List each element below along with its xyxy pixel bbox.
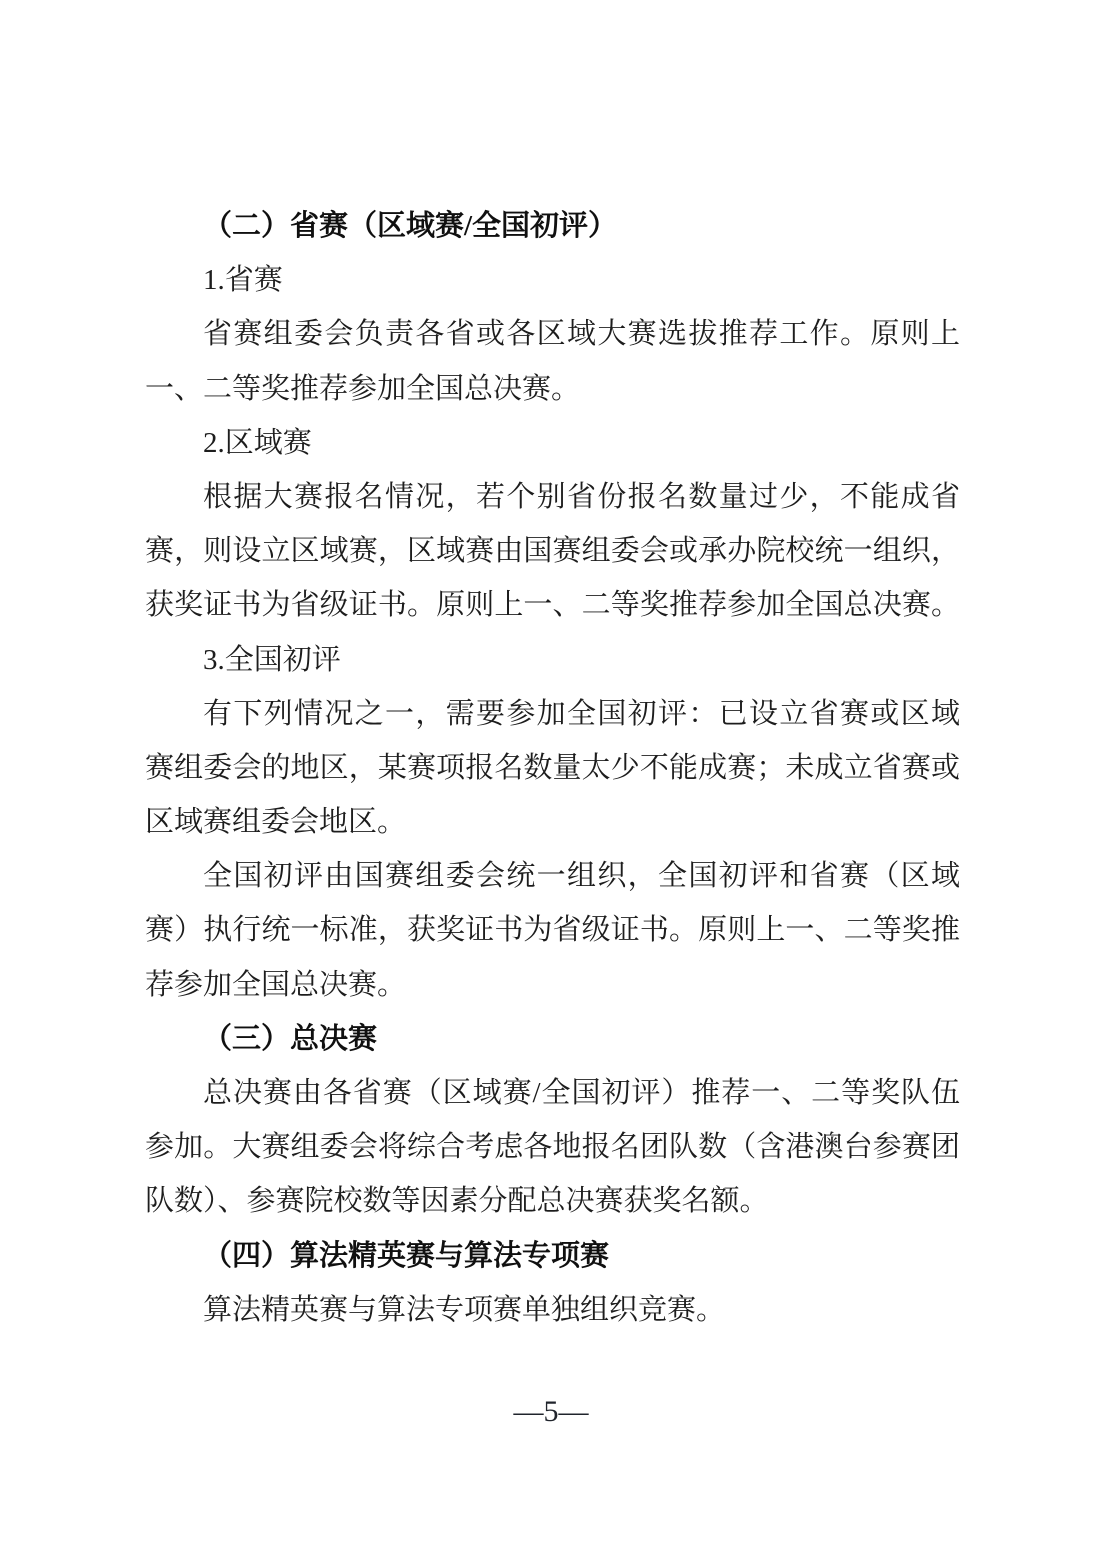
paragraph-line: 省赛组委会负责各省或各区域大赛选拔推荐工作。原则上 — [203, 318, 960, 351]
paragraph-line: 参加。大赛组委会将综合考虑各地报名团队数（含港澳台参赛团 — [145, 1131, 960, 1164]
paragraph-line: 算法精英赛与算法专项赛单独组织竞赛。 — [203, 1293, 726, 1326]
paragraph-line: 总决赛由各省赛（区域赛/全国初评）推荐一、二等奖队伍 — [203, 1077, 960, 1109]
section-heading-3: （三）总决赛 — [203, 1022, 378, 1055]
paragraph-line: 队数）、参赛院校数等因素分配总决赛获奖名额。 — [145, 1185, 769, 1218]
paragraph-line: 赛，则设立区域赛，区域赛由国赛组委会或承办院校统一组织， — [145, 535, 960, 568]
paragraph-line: 有下列情况之一，需要参加全国初评：已设立省赛或区域 — [203, 697, 960, 730]
subheading-regional: 2.区域赛 — [203, 426, 312, 459]
paragraph-line: 全国初评由国赛组委会统一组织，全国初评和省赛（区域 — [203, 860, 960, 893]
section-heading-2: （二）省赛（区域赛/全国初评） — [203, 210, 618, 242]
section-heading-4: （四）算法精英赛与算法专项赛 — [203, 1239, 610, 1272]
paragraph-line: 区域赛组委会地区。 — [145, 806, 407, 839]
subheading-national-prelim: 3.全国初评 — [203, 643, 341, 676]
document-body — [145, 199, 960, 1337]
paragraph-line: 获奖证书为省级证书。原则上一、二等奖推荐参加全国总决赛。 — [145, 589, 960, 622]
paragraph-line: 赛）执行统一标准，获奖证书为省级证书。原则上一、二等奖推 — [145, 914, 960, 947]
paragraph-line: 赛组委会的地区，某赛项报名数量太少不能成赛；未成立省赛或 — [145, 751, 960, 784]
paragraph-line: 荐参加全国总决赛。 — [145, 968, 407, 1001]
paragraph-line: 根据大赛报名情况，若个别省份报名数量过少，不能成省 — [203, 480, 960, 513]
paragraph-line: 一、二等奖推荐参加全国总决赛。 — [145, 372, 581, 405]
page-number: —5— — [513, 1395, 589, 1428]
subheading-provincial: 1.省赛 — [203, 264, 283, 297]
